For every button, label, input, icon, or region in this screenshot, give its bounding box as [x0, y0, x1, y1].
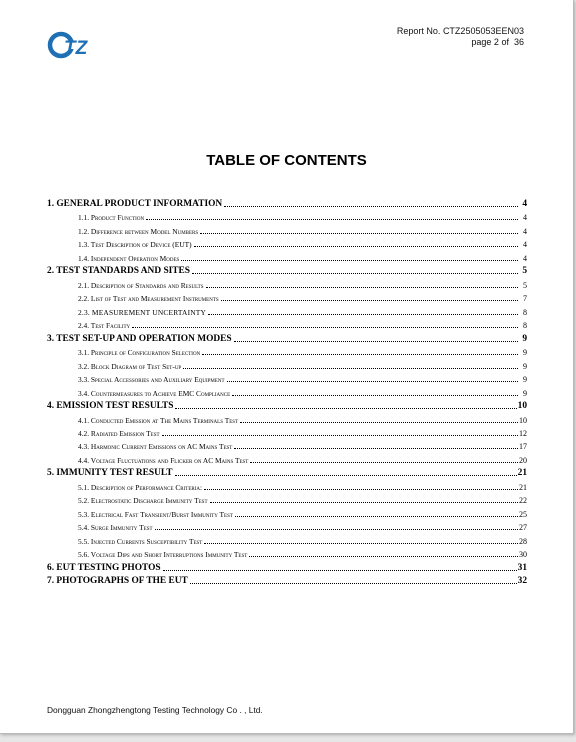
toc-subsection-row[interactable] — [47, 426, 527, 438]
toc-leader-dots — [183, 367, 518, 369]
toc-entry-label: 4.3. Harmonic Current Emissions on AC Mains Test — [78, 442, 233, 452]
toc-subsection-row[interactable] — [47, 224, 527, 236]
toc-leader-dots — [235, 515, 518, 517]
toc-leader-dots — [204, 542, 518, 544]
toc-entry-label: 2.2. List of Test and Measurement Instruments — [78, 294, 219, 304]
toc-subsection-row[interactable] — [47, 237, 527, 249]
toc-subsection-row[interactable] — [47, 413, 527, 425]
toc-leader-dots — [190, 582, 517, 584]
toc-subsection-row[interactable] — [47, 372, 527, 384]
toc-page-number: 12 — [519, 428, 527, 438]
toc-leader-dots — [163, 569, 517, 571]
toc-entry-label: 1.4. Independent Operation Modes — [78, 253, 180, 263]
toc-entry-label: 4.4. Voltage Fluctuations and Flicker on AC Mains Test — [78, 455, 249, 465]
toc-leader-dots — [250, 461, 518, 463]
toc-entry-label: 2.3. MEASUREMENT UNCERTAINTY — [78, 307, 207, 317]
toc-page-number: 21 — [519, 482, 527, 492]
toc-section-row[interactable] — [47, 332, 527, 344]
toc-page-number: 9 — [523, 361, 527, 371]
toc-leader-dots — [249, 555, 518, 557]
toc-page-number: 8 — [523, 321, 527, 331]
toc-leader-dots — [175, 407, 516, 409]
toc-entry-label: 5.3. Electrical Fast Transient/Burst Immunity Test — [78, 509, 233, 519]
toc-page-number: 4 — [523, 253, 527, 263]
toc-page-number: 10 — [519, 415, 527, 425]
toc-page-number: 17 — [519, 442, 527, 452]
toc-leader-dots — [132, 326, 518, 328]
toc-leader-dots — [155, 528, 518, 530]
toc-page-number: 22 — [519, 496, 527, 506]
toc-subsection-row[interactable] — [47, 386, 527, 398]
toc-subsection-row[interactable] — [47, 547, 527, 559]
toc-entry-label: 6. EUT TESTING PHOTOS — [47, 562, 161, 573]
report-number-block — [397, 26, 524, 48]
toc-page-number: 21 — [517, 468, 527, 479]
toc-page-number: 4 — [523, 213, 527, 223]
toc-entry-label: 3.4. Countermeasures to Achieve EMC Compliance — [78, 388, 231, 398]
toc-page-number: 8 — [523, 307, 527, 317]
toc-entry-label: 5.1. Description of Performance Criteria: — [78, 482, 203, 492]
toc-page-number: 20 — [519, 455, 527, 465]
toc-page-number: 4 — [523, 226, 527, 236]
toc-entry-label: 2.1. Description of Standards and Results — [78, 280, 204, 290]
toc-entry-label: 1. GENERAL PRODUCT INFORMATION — [47, 199, 223, 209]
toc-page-number: 31 — [517, 562, 527, 573]
toc-page-number: 28 — [519, 536, 527, 546]
toc-leader-dots — [200, 232, 518, 234]
toc-entry-label: 1.1. Product Function — [78, 213, 145, 223]
toc-section-row[interactable] — [47, 466, 527, 478]
toc-leader-dots — [175, 474, 517, 476]
toc-subsection-row[interactable] — [47, 480, 527, 492]
toc-leader-dots — [192, 272, 518, 274]
toc-section-row[interactable] — [47, 264, 527, 276]
toc-entry-label: 1.2. Difference between Model Numbers — [78, 226, 199, 236]
toc-page-number: 32 — [517, 576, 527, 587]
toc-leader-dots — [240, 421, 518, 423]
toc-leader-dots — [227, 380, 518, 382]
toc-leader-dots — [204, 488, 518, 490]
toc-entry-label: 7. PHOTOGRAPHS OF THE EUT — [47, 576, 188, 587]
page-title: TABLE OF CONTENTS — [206, 152, 367, 169]
page-current: 2 — [493, 37, 499, 47]
toc-page-number: 5 — [523, 280, 527, 290]
toc-subsection-row[interactable] — [47, 534, 527, 546]
toc-subsection-row[interactable] — [47, 291, 527, 303]
toc-subsection-row[interactable] — [47, 359, 527, 371]
toc-page-number: 7 — [523, 294, 527, 304]
toc-leader-dots — [206, 286, 518, 288]
toc-entry-label: 3.1. Principle of Configuration Selection — [78, 348, 201, 358]
toc-leader-dots — [232, 394, 518, 396]
toc-page-number: 4 — [522, 199, 527, 209]
toc-subsection-row[interactable] — [47, 493, 527, 505]
toc-section-row[interactable] — [47, 197, 527, 209]
toc-leader-dots — [194, 245, 518, 247]
toc-leader-dots — [210, 501, 519, 503]
toc-page-number: 4 — [523, 240, 527, 250]
toc-subsection-row[interactable] — [47, 345, 527, 357]
toc-section-row[interactable] — [47, 561, 527, 573]
toc-leader-dots — [162, 434, 518, 436]
toc-subsection-row[interactable] — [47, 318, 527, 330]
toc-subsection-row[interactable] — [47, 453, 527, 465]
toc-leader-dots — [181, 259, 518, 261]
toc-entry-label: 2.4. Test Facility — [78, 321, 131, 331]
toc-page-number: 9 — [523, 388, 527, 398]
toc-entry-label: 4.1. Conducted Emission at The Mains Terminals Test — [78, 415, 239, 425]
toc-entry-label: 5. IMMUNITY TEST RESULT — [47, 468, 173, 479]
toc-leader-dots — [224, 205, 518, 207]
toc-entry-label: 1.3. Test Description of Device (EUT) — [78, 240, 192, 250]
toc-entry-label: 5.6. Voltage Dips and Short Interruptions Immunity Test — [78, 550, 248, 560]
toc-page-number: 9 — [523, 348, 527, 358]
toc-entry-label: 3. TEST SET-UP AND OPERATION MODES — [47, 333, 232, 344]
toc-section-row[interactable] — [47, 574, 527, 586]
toc-leader-dots — [234, 447, 518, 449]
toc-leader-dots — [146, 218, 518, 220]
toc-page-number: 30 — [519, 550, 527, 560]
toc-section-row[interactable] — [47, 399, 527, 411]
toc-entry-label: 5.2. Electrostatic Discharge Immunity Test — [78, 496, 208, 506]
page-indicator: page 2 of 36 — [471, 37, 524, 47]
toc-subsection-row[interactable] — [47, 251, 527, 263]
logo-text: TZ — [64, 38, 88, 59]
toc-entry-label: 3.2. Block Diagram of Test Set-up — [78, 361, 182, 371]
toc-leader-dots — [221, 299, 518, 301]
toc-entry-label: 4. EMISSION TEST RESULTS — [47, 401, 174, 412]
toc-page-number: 9 — [522, 333, 527, 344]
page-total: 36 — [513, 37, 524, 47]
toc-entry-label: 5.4. Surge Immunity Test — [78, 523, 153, 533]
toc-leader-dots — [234, 340, 518, 342]
toc-subsection-row[interactable] — [47, 305, 527, 317]
toc-leader-dots — [202, 353, 518, 355]
toc-page-number: 9 — [523, 375, 527, 385]
toc-page-number: 5 — [522, 266, 527, 277]
toc-subsection-row[interactable] — [47, 278, 527, 290]
toc-subsection-row[interactable] — [47, 210, 527, 222]
toc-leader-dots — [208, 313, 518, 315]
report-no-value: CTZ2505053EEN03 — [442, 26, 524, 36]
toc-subsection-row[interactable] — [47, 520, 527, 532]
toc-subsection-row[interactable] — [47, 439, 527, 451]
toc-entry-label: 2. TEST STANDARDS AND SITES — [47, 266, 191, 277]
toc-page-number: 10 — [517, 401, 527, 412]
footer-company: Dongguan Zhongzhengtong Testing Technology Co . , Ltd. — [47, 705, 263, 715]
toc-entry-label: 3.3. Special Accessories and Auxiliary Equipment — [78, 375, 225, 385]
company-logo — [47, 27, 103, 63]
toc-page-number: 25 — [519, 509, 527, 519]
toc-entry-label: 5.5. Injected Currents Susceptibility Test — [78, 536, 203, 546]
toc-entry-label: 4.2. Radiated Emission Test — [78, 428, 160, 438]
toc-page-number: 27 — [519, 523, 527, 533]
report-no-label: Report No. — [396, 26, 441, 36]
toc-subsection-row[interactable] — [47, 507, 527, 519]
